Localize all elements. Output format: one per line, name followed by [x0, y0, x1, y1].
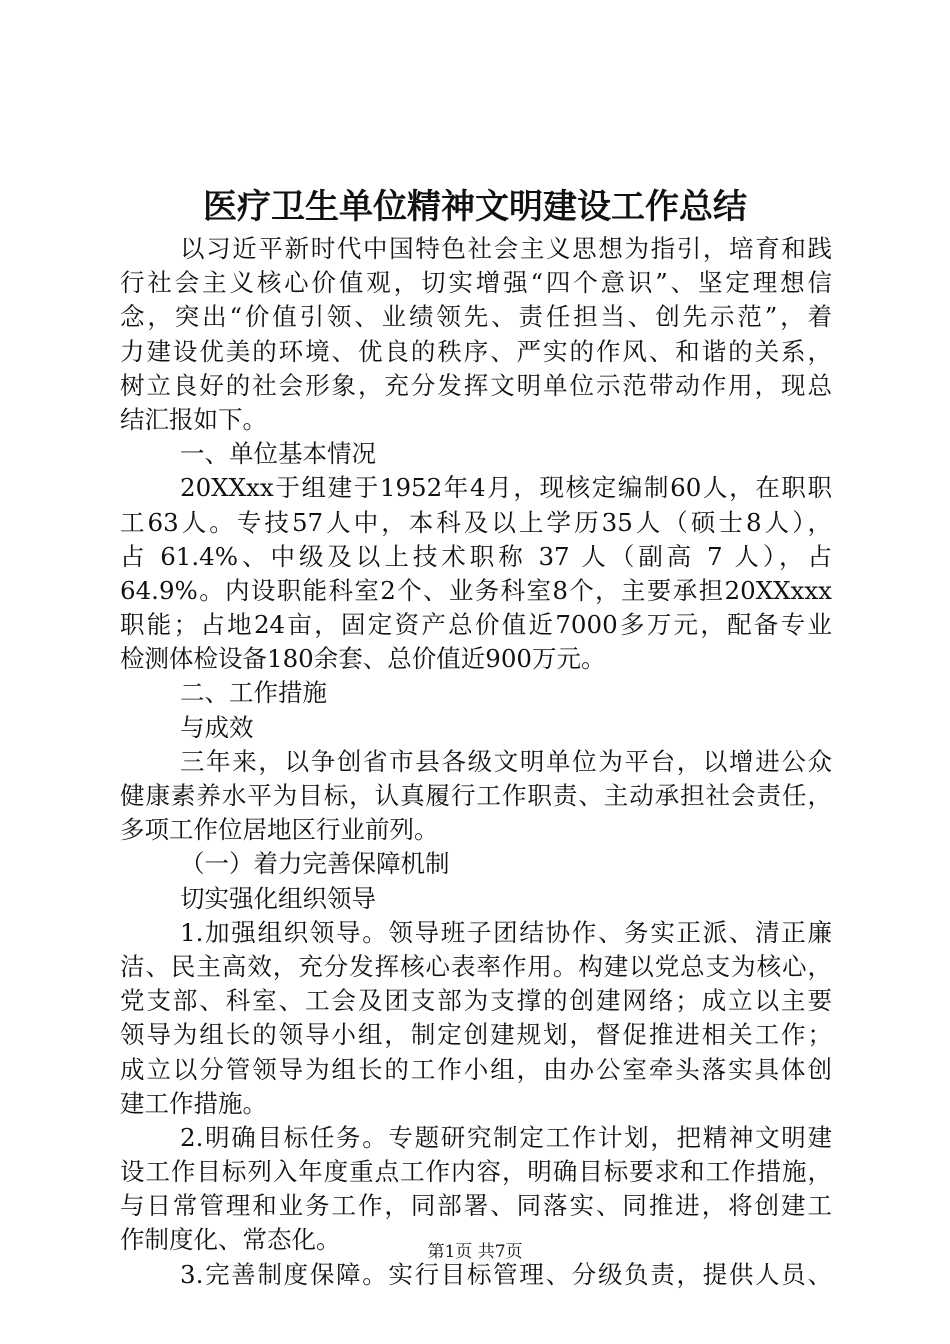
text-line [120, 1189, 832, 1223]
document-title: 医疗卫生单位精神文明建设工作总结 [203, 187, 747, 227]
text-line-content: 64.9%。内设职能科室2个、业务科室8个，主要承担20XXxxx [120, 575, 832, 605]
text-line-content: 工63人。专技57人中，本科及以上学历35人（硕士8人）， [120, 507, 832, 537]
text-line-content: 多项工作位居地区行业前列。 [120, 815, 439, 845]
text-line-content: 一、单位基本情况 [180, 439, 376, 469]
text-line-content: 行社会主义核心价值观，切实增强“四个意识”、坚定理想信 [120, 268, 832, 298]
text-line-content: 作制度化、常态化。 [120, 1225, 341, 1255]
text-line-content: 念，突出“价值引领、业绩领先、责任担当、创先示范”，着 [120, 302, 832, 332]
text-line-content: 3.完善制度保障。实行目标管理、分级负责，提供人员、 [180, 1259, 832, 1289]
text-line [120, 471, 832, 505]
text-line [120, 642, 832, 676]
text-line-content: 结汇报如下。 [120, 404, 267, 434]
text-line [120, 266, 832, 300]
text-line-content: 成立以分管领导为组长的工作小组，由办公室牵头落实具体创 [120, 1054, 832, 1084]
text-line-content: 与日常管理和业务工作，同部署、同落实、同推进，将创建工 [120, 1191, 832, 1221]
text-line [120, 369, 832, 403]
text-line-content: 切实强化组织领导 [180, 883, 376, 913]
text-line [120, 950, 832, 984]
text-line [120, 1121, 832, 1155]
text-line-content: 设工作目标列入年度重点工作内容，明确目标要求和工作措施， [120, 1157, 832, 1187]
text-line [120, 232, 832, 266]
text-line [120, 676, 832, 710]
text-line-content: 1.加强组织领导。领导班子团结协作、务实正派、清正廉 [180, 917, 832, 947]
text-line [120, 984, 832, 1018]
text-line-content: 三年来，以争创省市县各级文明单位为平台，以增进公众 [180, 746, 832, 776]
text-line-content: 与成效 [180, 712, 254, 742]
text-line-content: 洁、民主高效，充分发挥核心表率作用。构建以党总支为核心， [120, 951, 832, 981]
text-line [120, 882, 832, 916]
text-line [120, 300, 832, 334]
document-body [120, 232, 832, 1292]
text-line [120, 403, 832, 437]
text-line [120, 916, 832, 950]
text-line [120, 608, 832, 642]
text-line-content: 二、工作措施 [180, 678, 327, 708]
text-line [120, 847, 832, 881]
text-line [120, 437, 832, 471]
text-line-content: 2.明确目标任务。专题研究制定工作计划，把精神文明建 [180, 1122, 832, 1152]
text-line [120, 1018, 832, 1052]
text-line [120, 1155, 832, 1189]
text-line [120, 1087, 832, 1121]
text-line-content: （一）着力完善保障机制 [180, 849, 450, 879]
text-line-content: 20XXxx于组建于1952年4月，现核定编制60人，在职职 [180, 473, 832, 503]
text-line [120, 779, 832, 813]
text-line [120, 506, 832, 540]
text-line-content: 占 61.4%、中级及以上技术职称 37 人（副高 7 人），占 [120, 541, 832, 571]
text-line-content: 党支部、科室、工会及团支部为支撑的创建网络；成立以主要 [120, 986, 832, 1016]
text-line-content: 建工作措施。 [120, 1088, 267, 1118]
text-line [120, 1053, 832, 1087]
text-line-content: 树立良好的社会形象，充分发挥文明单位示范带动作用，现总 [120, 370, 832, 400]
page-footer: 第1页 共7页 [427, 1242, 523, 1262]
text-line-content: 检测体检设备180余套、总价值近900万元。 [120, 644, 606, 674]
text-line-content: 以习近平新时代中国特色社会主义思想为指引，培育和践 [180, 234, 832, 263]
text-line [120, 335, 832, 369]
text-line-content: 力建设优美的环境、优良的秩序、严实的作风、和谐的关系， [120, 336, 832, 366]
text-line-content: 领导为组长的领导小组，制定创建规划，督促推进相关工作； [120, 1020, 832, 1050]
text-line-content: 健康素养水平为目标，认真履行工作职责、主动承担社会责任， [120, 781, 832, 810]
text-line [120, 711, 832, 745]
text-line [120, 574, 832, 608]
text-line [120, 813, 832, 847]
text-line [120, 540, 832, 574]
text-line-content: 职能；占地24亩，固定资产总价值近7000多万元，配备专业 [120, 610, 832, 640]
text-line [120, 745, 832, 779]
